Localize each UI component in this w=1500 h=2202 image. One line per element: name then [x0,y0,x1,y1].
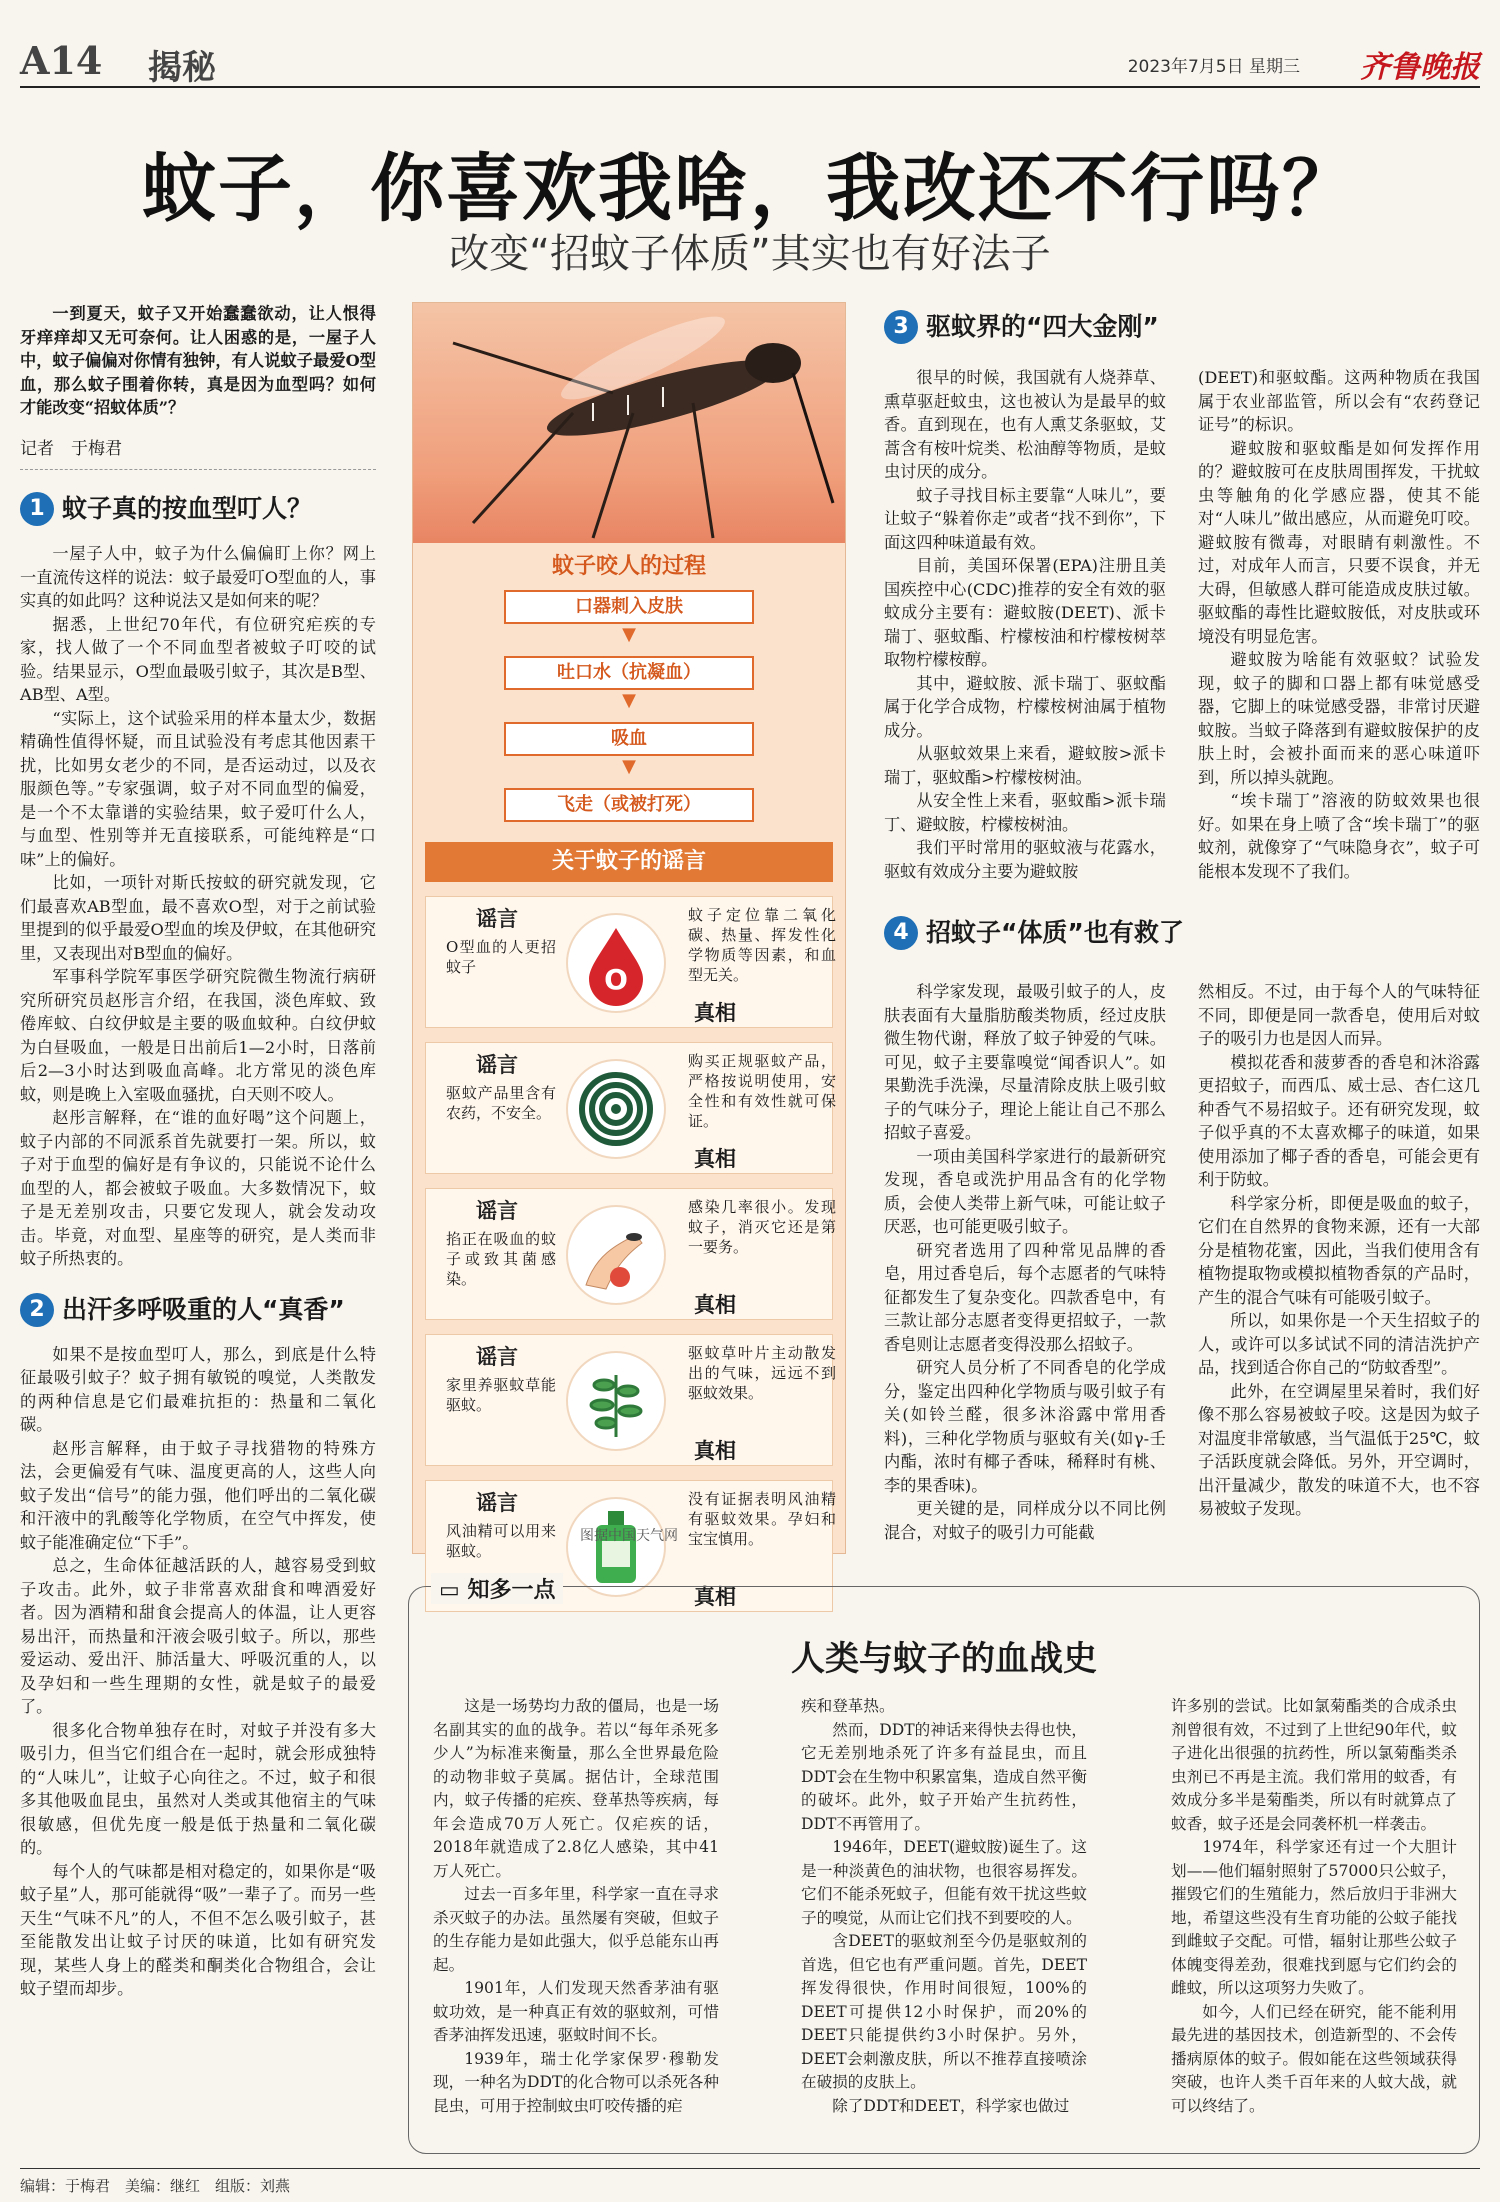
myth-card [425,1188,836,1320]
paragraph: 赵彤言解释，在“谁的血好喝”这个问题上，蚊子内部的不同派系首先就要打一架。所以，蚊子对于血型的偏好是有争议的，只能说不论什么血型的人，都会被蚊子吸血。大多数情况下，蚊子是无差别攻击，只要它发现人，就会发动攻击。毕竟，对血型、星座等的研究，是人类而非蚊子所热衷的。 [20,1108,376,1268]
box-title: 人类与蚊子的血战史 [791,1639,1097,1679]
paragraph: 许多别的尝试。比如氯菊酯类的合成杀虫剂曾很有效，不过到了上世纪90年代，蚊子进化出很强的抗药性，所以氯菊酯类杀虫剂已不再是主流。我们常用的蚊香，有效成分多半是菊酯类，所以有时就算点了蚊香，蚊子还是会同袭杯机一样袭击。 [1171,1697,1457,1833]
process-title: 蚊子咬人的过程 [551,554,706,579]
section-3-col-a [884,366,1166,883]
box-tag [431,1573,563,1604]
myth-label: 谣言 [476,1491,518,1515]
section-number-badge: 1 [20,492,54,526]
paragraph: 总之，生命体征越活跃的人，越容易受到蚊子攻击。此外，蚊子非常喜欢甜食和啤酒爱好者。因为酒精和甜食会提高人的体温，让人更容易出汗，而热量和汗液会吸引蚊子。所以，那些爱运动、爱出汗、肺活量大、呼吸沉重的人，以及孕妇和一些生理期的女性，就是蚊子的最爱了。 [20,1556,376,1716]
headline: 蚊子，你喜欢我啥，我改还不行吗？ [142,146,1358,232]
svg-text:O: O [604,963,628,996]
truth-label: 真相 [694,1147,736,1171]
newspaper-logo: 齐鲁晚报 [1360,50,1480,85]
page-number: A14 [20,38,103,83]
book-icon: ▭ [439,1578,460,1603]
arrow-down-icon: ▼ [622,690,636,711]
section-3-col-b [1198,366,1480,883]
arrow-down-icon: ▼ [622,624,636,645]
paragraph: 蚊子寻找目标主要靠“人味儿”，要让蚊子“躲着你走”或者“找不到你”，下面这四种味道最有效。 [884,485,1166,552]
paragraph: 每个人的气味都是相对稳定的，如果你是“吸蚊子星”人，那可能就得“吸”一辈子了。而另一些天生“气味不凡”的人，不但不怎么吸引蚊子，甚至能散发出让蚊子讨厌的味道，比如有研究发现，某些人身上的醛类和酮类化合物组合，会让蚊子望而却步。 [20,1861,376,1998]
paragraph: 其中，避蚊胺、派卡瑞丁、驱蚊酯属于化学合成物，柠檬桉树油属于植物成分。 [884,673,1166,740]
myth-label: 谣言 [476,1345,518,1369]
oil-bottle-icon [566,1497,666,1597]
box-col-1 [433,1695,719,2118]
section-number-badge: 3 [884,310,918,344]
paragraph: 军事科学院军事医学研究院微生物流行病研究所研究员赵彤言介绍，在我国，淡色库蚊、致倦库蚊、白纹伊蚊是主要的吸血蚊种。白纹伊蚊为白昼吸血，一般是日出前后1—2小时，日落前后2—3小时达到吸血高峰。北方常见的淡色库蚊，则是晚上入室吸血骚扰，白天则不咬人。 [20,967,376,1104]
myth-label: 谣言 [476,1199,518,1223]
paragraph: 避蚊胺和驱蚊酯是如何发挥作用的？避蚊胺可在皮肤周围挥发，干扰蚊虫等触角的化学感应器，使其不能对“人味儿”做出感应，从而避免叮咬。避蚊胺有微毒，对眼睛有刺激性。不过，对成年人而言，只要不误食，并无大碍，但敏感人群可能造成皮肤过敏。驱蚊酯的毒性比避蚊胺低，对皮肤或环境没有明显危害。 [1198,438,1480,646]
truth-label: 真相 [694,1585,736,1609]
section-1-heading [20,492,376,526]
paragraph: 更关键的是，同样成分以不同比例混合，对蚊子的吸引力可能截 [884,1499,1166,1542]
truth-text: 购买正规驱蚊产品，严格按说明使用，安全性和有效性就可保证。 [688,1052,836,1130]
paragraph: 1946年，DEET(避蚊胺)诞生了。这是一种淡黄色的油状物，也很容易挥发。它们不能杀死蚊子，但能有效干扰这些蚊子的嗅觉，从而让它们找不到要咬的人。 [801,1838,1087,1927]
paragraph: 目前，美国环保署(EPA)注册且美国疾控中心(CDC)推荐的安全有效的驱蚊成分主要有：避蚊胺(DEET)、派卡瑞丁、驱蚊酯、柠檬桉油和柠檬桉树萃取物柠檬桉醇。 [884,556,1166,669]
paragraph: 然而，DDT的神话来得快去得也快，它无差别地杀死了许多有益昆虫，而且DDT会在生物中积累富集，造成自然平衡的破坏。此外，蚊子开始产生抗药性，DDT不再管用了。 [801,1720,1087,1833]
process-step: 飞走（或被打死） [504,788,754,822]
paragraph: (DEET)和驱蚊酯。这两种物质在我国属于农业部监管，所以会有“农药登记证号”的标识。 [1198,368,1480,434]
process-step: 口器刺入皮肤 [504,590,754,624]
myth-card [425,1334,836,1466]
truth-text: 没有证据表明风油精有驱蚊效果。孕妇和宝宝慎用。 [688,1490,836,1548]
paragraph: 然相反。不过，由于每个人的气味特征不同，即便是同一款香皂，使用后对蚊子的吸引力也是因人而异。 [1198,982,1480,1048]
section-4-col-a [884,980,1166,1544]
myth-card [425,1042,836,1174]
page-header [20,32,1480,88]
myth-text: 风油精可以用来驱蚊。 [446,1522,556,1560]
paragraph: 除了DDT和DEET，科学家也做过 [832,2096,1070,2115]
section-4-heading [884,916,1480,950]
paragraph: 疾和登革热。 [801,1697,895,1715]
truth-text: 感染几率很小。发现蚊子，消灭它还是第一要务。 [688,1198,836,1256]
paragraph: 研究者选用了四种常见品牌的香皂，用过香皂后，每个志愿者的气味特征都发生了复杂变化。四款香皂中，有三款让部分志愿者变得更招蚊子，一款香皂则让志愿者变得没那么招蚊子。 [884,1240,1166,1354]
paragraph: 科学家分析，即便是吸血的蚊子，它们在自然界的食物来源，还有一大部分是植物花蜜，因此，当我们使用含有植物提取物或模拟植物香氛的产品时，产生的混合气味有可能吸引蚊子。 [1198,1193,1480,1307]
paragraph: 此外，在空调屋里呆着时，我们好像不那么容易被蚊子咬。这是因为蚊子对温度非常敏感，当气温低于25℃，蚊子活跃度就会降低。另外，开空调时，出汗量减少，散发的味道不大，也不容易被蚊子发现。 [1198,1381,1480,1518]
paragraph: 从驱蚊效果上来看，避蚊胺>派卡瑞丁，驱蚊酯>柠檬桉树油。 [884,744,1166,787]
paragraph: 1901年，人们发现天然香茅油有驱蚊功效，是一种真正有效的驱蚊剂，可惜香茅油挥发迅速，驱蚊时间不长。 [433,1979,719,2044]
box-col-3 [1171,1695,1457,2118]
byline: 记者 于梅君 [20,438,376,471]
paragraph: 1939年，瑞士化学家保罗·穆勒发现，一种名为DDT的化合物可以杀死各种昆虫，可用于控制蚊虫叮咬传播的疟 [433,2049,719,2115]
box-col-2 [801,1695,1087,2118]
truth-text: 蚊子定位靠二氧化碳、热量、挥发性化学物质等因素，和血型无关。 [688,906,836,984]
paragraph: “埃卡瑞丁”溶液的防蚊效果也很好。如果在身上喷了含“埃卡瑞丁”的驱蚊剂，就像穿了“气味隐身衣”，蚊子可能根本发现不了我们。 [1198,791,1480,881]
paragraph: 所以，如果你是一个天生招蚊子的人，或许可以多试试不同的清洁洗护产品，找到适合你自己的“防蚊香型”。 [1198,1311,1480,1377]
section-4-heading-wrap [884,916,1480,950]
blood-type-o-icon [566,913,666,1013]
paragraph: 一屋子人中，蚊子为什么偏偏盯上你？网上一直流传这样的说法：蚊子最爱叮O型血的人，事实真的如此吗？这种说法又是如何来的呢？ [20,544,376,610]
paragraph: 很早的时候，我国就有人烧莽草、熏草驱赶蚊虫，这也被认为是最早的蚊香。直到现在，也有人熏艾条驱蚊，艾蒿含有桉叶烷类、松油醇等物质，是蚊虫讨厌的成分。 [884,368,1166,481]
paragraph: 很多化合物单独存在时，对蚊子并没有多大吸引力，但当它们组合在一起时，就会形成独特的“人味儿”，让蚊子心向往之。不过，蚊子和很多其他吸血昆虫，虽然对人类或其他宿主的气味很敏感，但优先度一般是低于热量和二氧化碳的。 [20,1720,376,1857]
paragraph: 1974年，科学家还有过一个大胆计划——他们辐射照射了57000只公蚊子，摧毁它们的生殖能力，然后放归于非洲大地，希望这些没有生育功能的公蚊子能找到雌蚊子交配。可惜，辐射让那些公蚊子体魄变得差劲，很难找到愿与它们约会的雌蚊，所以这项努力失败了。 [1171,1838,1457,1997]
truth-label: 真相 [694,1001,736,1025]
paragraph: 我们平时常用的驱蚊液与花露水，驱蚊有效成分主要为避蚊胺 [884,838,1166,881]
subheadline: 改变“招蚊子体质”其实也有好法子 [449,231,1051,277]
myth-label: 谣言 [476,1053,518,1077]
paragraph: 含DEET的驱蚊剂至今仍是驱蚊剂的首选，但它也有严重问题。首先，DEET挥发得很快，作用时间很短，100%的DEET可提供12小时保护，而20%的DEET只能提供约3小时保护。另外，DEET会刺激皮肤，所以不推荐直接喷涂在破损的皮肤上。 [801,1932,1087,2091]
myth-card [425,896,836,1028]
section-title: 出汗多呼吸重的人“真香” [62,1294,345,1324]
mosquito-photo [413,303,845,543]
myth-text: O型血的人更招蚊子 [446,938,556,976]
myth-text: 家里养驱蚊草能驱蚊。 [446,1376,556,1414]
myths-banner: 关于蚊子的谣言 [425,842,833,882]
sidebar-box [408,1578,1480,2154]
section-2-heading [20,1293,376,1327]
issue-date: 2023年7月5日 星期三 [1127,57,1300,77]
myth-label: 谣言 [476,907,518,931]
paragraph: 一项由美国科学家进行的最新研究发现，香皂或洗护用品含有的化学物质，会使人类带上新气味，可能让蚊子厌恶，也可能更吸引蚊子。 [884,1146,1166,1236]
truth-label: 真相 [694,1293,736,1317]
left-column [20,302,376,2001]
mosquito-coil-icon [566,1059,666,1159]
plant-icon [566,1351,666,1451]
paragraph: 如今，人们已经在研究，能不能利用最先进的基因技术，创造新型的、不会传播病原体的蚊子。假如能在这些领域获得突破，也许人类千百年来的人蚊大战，就可以终结了。 [1171,2002,1457,2115]
paragraph: 模拟花香和菠萝香的香皂和沐浴露更招蚊子，而西瓜、威士忌、杏仁这几种香气不易招蚊子。还有研究发现，蚊子似乎真的不太喜欢椰子的味道，如果使用添加了椰子香的香皂，可能会更有利于防蚊。 [1198,1052,1480,1189]
myth-text: 掐正在吸血的蚊子或致其菌感染。 [446,1230,556,1288]
section-name: 揭秘 [148,48,216,88]
paragraph: 从安全性上来看，驱蚊酯>派卡瑞丁、避蚊胺，柠檬桉树油。 [884,791,1166,834]
section-title: 招蚊子“体质”也有救了 [926,918,1184,948]
paragraph: 如果不是按血型叮人，那么，到底是什么特征最吸引蚊子？蚊子拥有敏锐的嗅觉，人类散发的两种信息是它们最难抗拒的：热量和二氧化碳。 [20,1344,376,1434]
paragraph: 科学家发现，最吸引蚊子的人，皮肤表面有大量脂肪酸类物质，经过皮肤微生物代谢，释放了蚊子钟爱的气味。可见，蚊子主要靠嗅觉“闻香识人”。如果勤洗手洗澡，尽量清除皮肤上吸引蚊子的气味分子，理论上能让自己不那么招蚊子喜爱。 [884,982,1166,1142]
page-footer: 编辑：于梅君 美编：继红 组版：刘燕 [20,2168,1480,2196]
section-3-heading [884,310,1480,344]
arrow-down-icon: ▼ [622,756,636,777]
truth-label: 真相 [694,1439,736,1463]
process-step: 吸血 [504,722,754,756]
section-3-heading-wrap [884,300,1480,344]
hand-mosquito-icon [566,1205,666,1305]
paragraph: 这是一场势均力敌的僵局，也是一场名副其实的血的战争。若以“每年杀死多少人”为标准来衡量，那么全世界最危险的动物非蚊子莫属。据估计，全球范围内，蚊子传播的疟疾、登革热等疾病，每年会造成70万人死亡。仅疟疾的话，2018年就造成了2.8亿人感染，其中41万人死亡。 [433,1697,719,1880]
paragraph: 比如，一项针对斯氏按蚊的研究就发现，它们最喜欢AB型血，最不喜欢O型，对于之前试验里提到的似乎最爱O型血的埃及伊蚊，在其他研究里，又表现出对B型血的偏好。 [20,873,376,963]
lead-paragraph: 一到夏天，蚊子又开始蠢蠢欲动，让人恨得牙痒痒却又无可奈何。让人困惑的是，一屋子人中，蚊子偏偏对你情有独钟，有人说蚊子最爱O型血，那么蚊子围着你转，真是因为血型吗？如何才能改变“招蚊体质”？ [20,304,376,417]
paragraph: 赵彤言解释，由于蚊子寻找猎物的特殊方法，会更偏爱有气味、温度更高的人，这些人向蚊子发出“信号”的能力强，他们呼出的二氧化碳和汗液中的乳酸等化学物质，在空气中挥发，使蚊子能准确定位“下手”。 [20,1438,376,1552]
paragraph: 研究人员分析了不同香皂的化学成分，鉴定出四种化学物质与吸引蚊子有关(如铃兰醛，很多沐浴露中常用香料)，三种化学物质与驱蚊有关(如γ-壬内酯，浓时有椰子香味，稀释时有桃、李的果香味)。 [884,1358,1166,1495]
truth-text: 驱蚊草叶片主动散发出的气味，远远不到驱蚊效果。 [688,1344,836,1402]
section-number-badge: 2 [20,1293,54,1327]
section-title: 驱蚊界的“四大金刚” [926,312,1159,342]
image-source: 图据中国天气网 [580,1528,678,1544]
section-title: 蚊子真的按血型叮人？ [62,494,313,524]
box-tag-label: 知多一点 [467,1578,556,1603]
process-step: 吐口水（抗凝血） [504,656,754,690]
mosquito-icon [413,303,847,543]
paragraph: 据悉，上世纪70年代，有位研究疟疾的专家，找人做了一个不同血型者被蚊子叮咬的试验。结果显示，O型血最吸引蚊子，其次是B型、AB型、A型。 [20,614,376,704]
paragraph: 避蚊胺为啥能有效驱蚊？试验发现，蚊子的脚和口器上都有味觉感受器，它脚上的味觉感受器，非常讨厌避蚊胺。当蚊子降落到有避蚊胺保护的皮肤上时，会被扑面而来的恶心味道吓到，所以掉头就跑。 [1198,650,1480,787]
myth-text: 驱蚊产品里含有农药，不安全。 [446,1084,556,1122]
section-4-col-b [1198,980,1480,1521]
section-number-badge: 4 [884,916,918,950]
paragraph: “实际上，这个试验采用的样本量太少，数据精确性值得怀疑，而且试验没有考虑其他因素干扰，比如男女老少的不同，是否运动过，以及衣服颜色等。”专家强调，蚊子对不同血型的偏爱，是一个不太靠谱的实验结果，蚊子爱叮什么人，与血型、性别等并无直接联系，可能纯粹是“口味”上的偏好。 [20,708,376,869]
paragraph: 过去一百多年里，科学家一直在寻求杀灭蚊子的办法。虽然屡有突破，但蚊子的生存能力是如此强大，似乎总能东山再起。 [433,1885,719,1974]
